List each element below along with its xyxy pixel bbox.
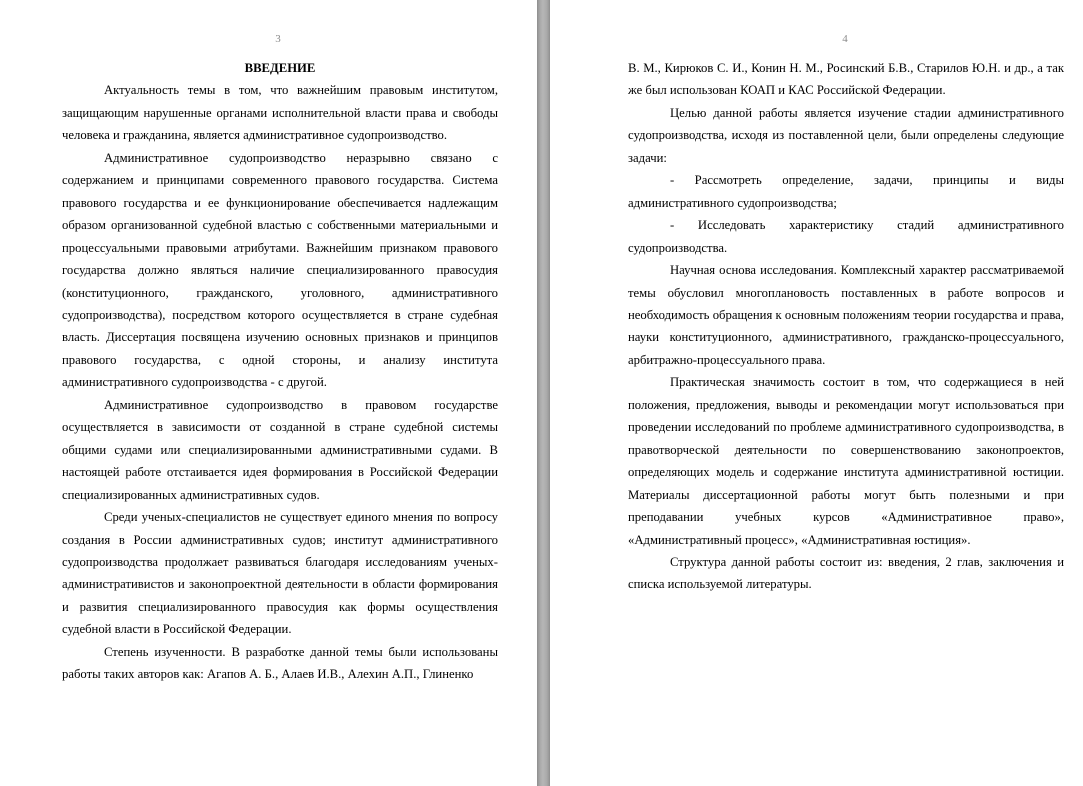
- paragraph-structure: Структура данной работы состоит из: введения, 2 глав, заключения и списка используемой литературы.: [628, 554, 1064, 592]
- paragraph-practical-significance: Практическая значимость состоит в том, что содержащиеся в ней положения, предложения, выводы и рекомендации могут использоваться при проведении исследований по проблеме административного судопроизводства, в правотворческой деятельности по совершенствованию законопроектов, определяющих модель и содержание института административной юстиции. Материалы диссертационной работы могут быть полезными и при преподавании учебных курсов «Административное право», «Административный процесс», «Административная юстиция».: [628, 375, 1064, 547]
- page-4: [550, 0, 1083, 786]
- paragraph-relevance: Актуальность темы в том, что важнейшим правовым институтом, защищающим нарушенные органами исполнительной власти права и свободы человека и гражданина, является административное судопроизводство.: [62, 83, 498, 143]
- paragraph-goal: Целью данной работы является изучение стадии административного судопроизводства, исходя из поставленной цели, были определены следующие задачи:: [628, 105, 1064, 165]
- paragraph-scholars: Среди ученых-специалистов не существует единого мнения по вопросу создания в России административных судов; институт административного судопроизводства продолжает развиваться благодаря исследованиям ученых-административистов и законопроектной деятельности в области формирования и развития специализированного правосудия как формы осуществления судебной власти в Российской Федерации.: [62, 510, 498, 637]
- list-item-task-2: - Исследовать характеристику стадий административного судопроизводства.: [628, 218, 1064, 255]
- paragraph-courts: Административное судопроизводство в правовом государстве осуществляется в зависимости от созданной в стране судебной системы общими судами или специализированными административными судами. В настоящей работе отстаивается идея формирования в Российской Федерации специализированных административных судов.: [62, 397, 498, 502]
- list-item-task-1: - Рассмотреть определение, задачи, принципы и виды административного судопроизводства;: [628, 173, 1064, 210]
- page-gap-divider: [537, 0, 550, 786]
- paragraph-scientific-basis: Научная основа исследования. Комплексный характер рассматриваемой темы обусловил многоплановость поставленных в работе вопросов и необходимость обращения к основным положениям теории государства и права, науки конституционного, административного, гражданско-процессуального, арбитражно-процессуального права.: [628, 263, 1064, 367]
- paragraph-degree-of-study: Степень изученности. В разработке данной темы были использованы работы таких авторов как: Агапов А. Б., Алаев И.В., Алехин А.П., Глиненко: [62, 644, 498, 682]
- page-3: [0, 0, 537, 786]
- paragraph-admin-proceedings: Административное судопроизводство неразрывно связано с содержанием и принципами современного правового государства. Система правового государства и ее функционирование обеспечивается надлежащим образом организованной судебной властью с собственными материальными и процессуальными правовыми атрибутами. Важнейшим признаком правового государства должно являться наличие специализированного правосудия (конституционного, гражданского, уголовного, административного судопроизводства), посредством которого осуществляется в стране судебная власть. Диссертация посвящена изучению основных признаков и принципов правового государства, с одной стороны, и анализу института административного судопроизводства - с другой.: [62, 150, 498, 390]
- page-number: 4: [842, 33, 848, 45]
- section-heading: ВВЕДЕНИЕ: [244, 61, 316, 75]
- page-body: [628, 57, 1064, 596]
- page-body: [62, 57, 498, 686]
- page-number: 3: [275, 33, 281, 45]
- paragraph-continuation: В. М., Кирюков С. И., Конин Н. М., Росинский Б.В., Старилов Ю.Н. и др., а так же был использован КОАП и КАС Российской Федерации.: [628, 61, 1064, 98]
